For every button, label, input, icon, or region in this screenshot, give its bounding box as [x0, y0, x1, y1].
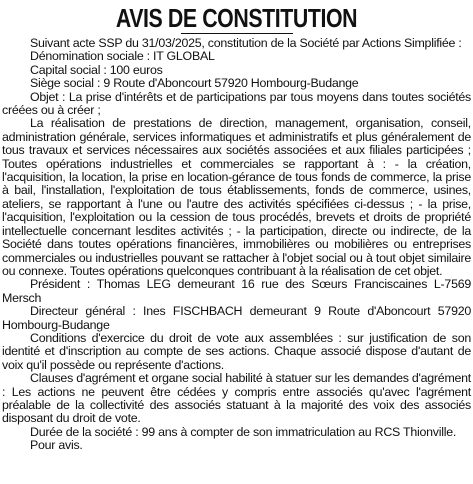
- paragraph-acte: Suivant acte SSP du 31/03/2025, constitution de la Société par Actions Simplifiée :: [30, 36, 462, 50]
- paragraph-siege: Siège social : 9 Route d'Aboncourt 57920 Hombourg-Budange: [30, 76, 359, 91]
- paragraph-activites: La réalisation de prestations de direction, management, organisation, conseil, administration générale, services informatiques et administratifs et plus généralement de tous travaux et services nécessaires aux sociétés associées et aux filiales participées ; Toutes opérations industrielles et commerciales se rapportant à : - la création, l'acquisition, la location, la prise en location-gérance de tous fonds de commerce, la prise à bail, l'installation, l'exploitation de tous établissements, fonds de commerce, usines, ateliers, se rapportant à l'une ou l'autre des activités spécifiées ci-dessus ; - la prise, l'acquisition, l'exploitation ou la cession de tous procédés, brevets et droits de propriété intellectuelle concernant lesdites activités ; - la participation, directe ou indirecte, de la Société dans toutes opérations financières, immobilières ou mobilières ou entreprises commerciales ou industrielles pouvant se rattacher à l'objet social ou à tout objet similaire ou connexe. Toutes opérations quelconques contribuant à la réalisation de cet objet.: [2, 116, 471, 278]
- paragraph-pour-avis: Pour avis.: [30, 438, 83, 453]
- paragraph-directeur: Directeur général : Ines FISCHBACH demeurant 9 Route d'Aboncourt 57920 Hombourg-Budange: [2, 304, 471, 332]
- paragraph-agrement: Clauses d'agrément et organe social habilité à statuer sur les demandes d'agrément : Les actions ne peuvent être cédées y compris entre associés qu'avec l'agrément préalable de la collectivité des associés statuant à la majorité des voix des associés disposant du droit de vote.: [2, 371, 471, 426]
- paragraph-objet: Objet : La prise d'intérêts et de participations par tous moyens dans toutes sociétés créées ou à créer ;: [2, 89, 471, 118]
- paragraph-president: Président : Thomas LEG demeurant 16 rue des Sœurs Franciscaines L-7569 Mersch: [2, 277, 471, 305]
- notice-body: [2, 37, 471, 453]
- paragraph-duree: Durée de la société : 99 ans à compter de son immatriculation au RCS Thionville.: [30, 424, 457, 439]
- title-underline: [181, 33, 293, 34]
- notice-title: AVIS DE CONSTITUTION: [115, 3, 358, 33]
- paragraph-capital: Capital social : 100 euros: [30, 62, 163, 77]
- paragraph-denomination: Dénomination sociale : IT GLOBAL: [30, 49, 215, 64]
- paragraph-vote: Conditions d'exercice du droit de vote aux assemblées : sur justification de son identité et d'inscription au compte de ses actions. Chaque associé dispose d'autant de voix qu'il possède ou représente d'actions.: [2, 330, 471, 372]
